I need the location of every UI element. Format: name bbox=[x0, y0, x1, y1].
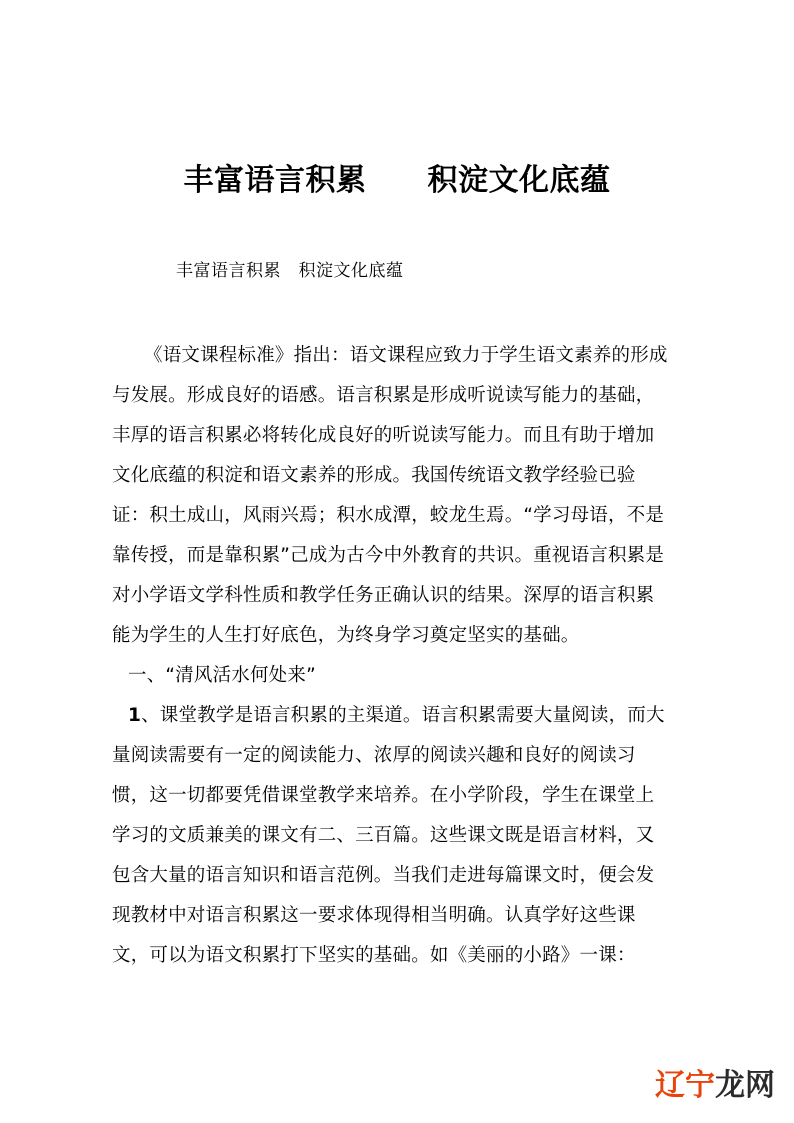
site-watermark bbox=[655, 1068, 775, 1104]
list-item-line: 学习的文质兼美的课文有二、三百篇。这些课文既是语言材料，又 bbox=[112, 825, 655, 846]
body-line: 丰厚的语言积累必将转化成良好的听说读写能力。而且有助于增加 bbox=[112, 425, 655, 446]
list-item-line: 惯，这一切都要凭借课堂教学来培养。在小学阶段，学生在课堂上 bbox=[112, 785, 655, 806]
section-heading: 一、“清风活水何处来” bbox=[128, 665, 316, 686]
body-line: 能为学生的人生打好底色，为终身学习奠定坚实的基础。 bbox=[112, 625, 580, 646]
watermark-text-secondary: 龙网 bbox=[715, 1068, 775, 1103]
list-item-line bbox=[112, 696, 690, 736]
watermark-text-primary: 辽宁 bbox=[655, 1068, 715, 1103]
list-item-text: 、课堂教学是语言积累的主渠道。语言积累需要大量阅读，而大 bbox=[141, 705, 665, 726]
body-line: 对小学语文学科性质和教学任务正确认识的结果。深厚的语言积累 bbox=[112, 585, 655, 606]
list-item-line: 现教材中对语言积累这一要求体现得相当明确。认真学好这些课 bbox=[112, 905, 636, 926]
document-body bbox=[112, 336, 690, 976]
body-line: 靠传授，而是靠积累”己成为古今中外教育的共识。重视语言积累是 bbox=[112, 545, 665, 566]
list-item-line: 量阅读需要有一定的阅读能力、浓厚的阅读兴趣和良好的阅读习 bbox=[112, 745, 636, 766]
body-line: 《语文课程标准》指出：语文课程应致力于学生语文素养的形成 bbox=[144, 345, 668, 366]
body-line: 证：积土成山，风雨兴焉；积水成潭，蛟龙生焉。“学习母语，不是 bbox=[112, 505, 665, 526]
body-line: 文化底蕴的积淀和语文素养的形成。我国传统语文教学经验已验 bbox=[112, 465, 636, 486]
document-subtitle: 丰富语言积累 积淀文化底蕴 bbox=[176, 261, 404, 281]
body-line: 与发展。形成良好的语感。语言积累是形成听说读写能力的基础， bbox=[112, 385, 655, 406]
list-item-line: 包含大量的语言知识和语言范例。当我们走进每篇课文时，便会发 bbox=[112, 865, 655, 886]
list-item-number: 1 bbox=[128, 705, 142, 726]
page-title: 丰富语言积累 积淀文化底蕴 bbox=[183, 163, 611, 199]
list-item-line: 文，可以为语文积累打下坚实的基础。如《美丽的小路》一课： bbox=[112, 945, 636, 966]
